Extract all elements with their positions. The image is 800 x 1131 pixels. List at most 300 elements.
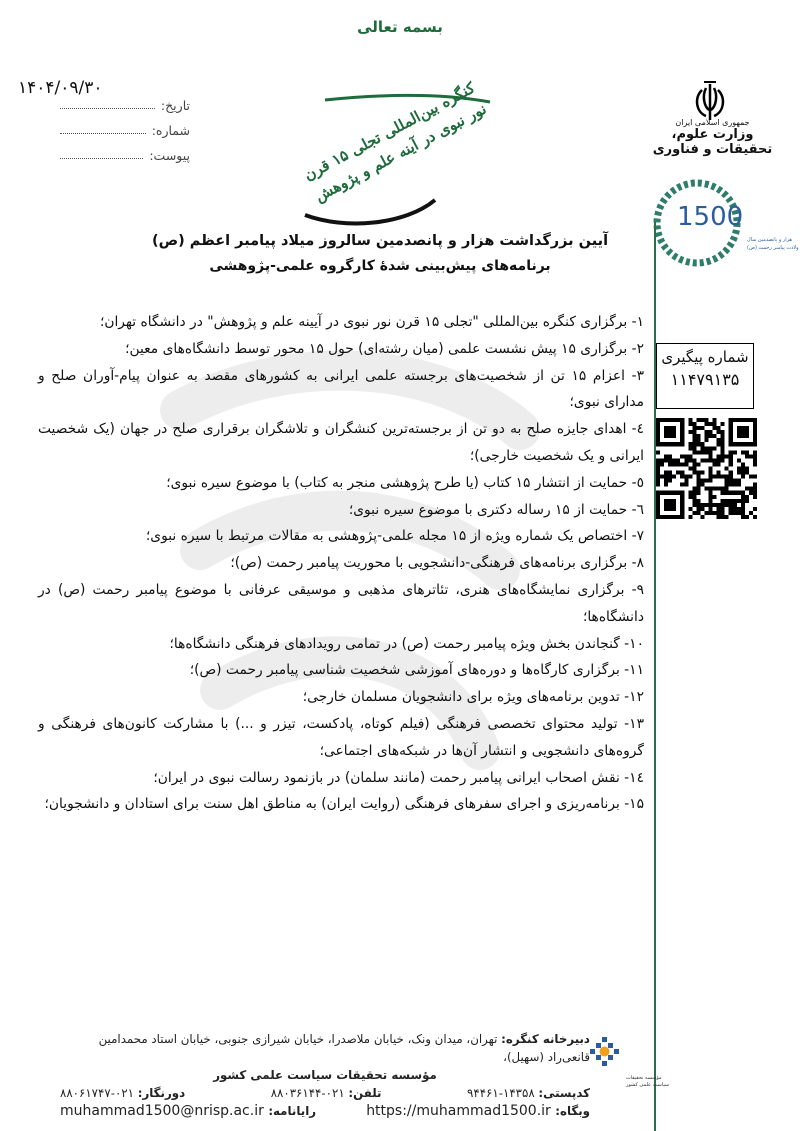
dotted-line (60, 98, 155, 109)
qr-module (688, 515, 692, 519)
attachment-field (60, 148, 190, 163)
qr-module (656, 462, 660, 466)
qr-module (656, 466, 660, 470)
qr-module (733, 503, 737, 507)
qr-module (721, 454, 725, 458)
list-item: ۱۵- برنامه‌ریزی و اجرای سفرهای فرهنگی (روایت ایران) به مناطق اهل سنت برای استادان و دانشجویان؛ (44, 796, 644, 813)
ministry-country: جمهوری اسلامی ایران (675, 118, 750, 127)
tracking-label: شماره پیگیری (661, 348, 749, 366)
1500-anniversary-logo (652, 175, 799, 270)
qr-module (745, 487, 749, 491)
qr-module (700, 483, 704, 487)
qr-module (704, 487, 708, 491)
qr-module (713, 511, 717, 515)
qr-module (721, 446, 725, 450)
qr-module (709, 487, 713, 491)
qr-module (696, 503, 700, 507)
qr-module (733, 450, 737, 454)
qr-module (684, 475, 688, 479)
list-item: ۱۱- برگزاری کارگاه‌ها و دوره‌های آموزشی شخصیت شناسی پیامبر رحمت (ص)؛ (189, 662, 644, 679)
list-item: ٥- حمایت از انتشار ۱۵ کتاب (یا طرح پژوهشی منجر به کتاب) با موضوع سیره نبوی؛ (166, 474, 644, 491)
qr-module (684, 458, 688, 462)
ministry-name: وزارت علوم، تحقیقات و فناوری (652, 127, 773, 157)
qr-module (688, 442, 692, 446)
qr-module (668, 475, 672, 479)
qr-module (696, 438, 700, 442)
institute-name: مؤسسه تحقیقات سیاست علمی کشور (213, 1068, 437, 1082)
qr-module (753, 495, 757, 499)
qr-module (692, 495, 696, 499)
list-item: ٤- اهدای جایزه صلح به دو تن از برجسته‌ترین کنشگران و تلاشگران برقراری صلح در جهان (یک شخصیت ایرانی و یک شخصیت خارجی)؛ (38, 421, 644, 464)
qr-module (737, 471, 741, 475)
qr-module (696, 462, 700, 466)
qr-module (745, 466, 749, 470)
qr-module (745, 499, 749, 503)
qr-module (680, 483, 684, 487)
qr-module (656, 458, 660, 462)
qr-module (709, 507, 713, 511)
qr-module (696, 499, 700, 503)
list-item: ٦- حمایت از ۱۵ رساله دکتری با موضوع سیره نبوی؛ (348, 501, 644, 518)
qr-module (721, 507, 725, 511)
qr-module (717, 511, 721, 515)
qr-module (721, 475, 725, 479)
qr-module (741, 475, 745, 479)
qr-module (692, 503, 696, 507)
qr-module (745, 495, 749, 499)
qr-module (745, 515, 749, 519)
qr-module (704, 450, 708, 454)
qr-module (713, 462, 717, 466)
qr-module (733, 511, 737, 515)
qr-module (700, 450, 704, 454)
qr-module (709, 475, 713, 479)
qr-module (733, 483, 737, 487)
qr-module (688, 458, 692, 462)
qr-module (733, 499, 737, 503)
qr-module (753, 487, 757, 491)
qr-module (704, 434, 708, 438)
qr-module (749, 491, 753, 495)
qr-module (672, 458, 676, 462)
qr-module (688, 475, 692, 479)
qr-module (688, 454, 692, 458)
postal-label: کدپستی: (538, 1086, 590, 1100)
qr-module (717, 462, 721, 466)
qr-module (672, 462, 676, 466)
qr-module (745, 471, 749, 475)
qr-module (729, 462, 733, 466)
qr-module (660, 462, 664, 466)
qr-module (696, 507, 700, 511)
institute-logo (582, 1035, 670, 1090)
qr-module (729, 491, 733, 495)
qr-module (709, 491, 713, 495)
qr-module (753, 491, 757, 495)
qr-module (721, 422, 725, 426)
qr-module (700, 442, 704, 446)
qr-module (721, 499, 725, 503)
website-link[interactable]: https://muhammad1500.ir (366, 1103, 551, 1119)
qr-module (725, 475, 729, 479)
qr-module (684, 462, 688, 466)
address: تهران، میدان ونک، خیابان ملاصدرا، خیابان شیرازی جنوبی، خیابان استاد محمدامین قانعی‌راد (سهیل)، (98, 1032, 590, 1064)
qr-module (692, 471, 696, 475)
qr-module (704, 511, 708, 515)
qr-module (725, 479, 729, 483)
qr-module (749, 475, 753, 479)
qr-module (692, 511, 696, 515)
qr-module (709, 450, 713, 454)
qr-module (713, 446, 717, 450)
svg-text:ولادت پیامبر رحمت (ص): ولادت پیامبر رحمت (ص) (747, 245, 799, 251)
qr-module (721, 438, 725, 442)
qr-module (692, 458, 696, 462)
qr-module (721, 442, 725, 446)
qr-module (709, 499, 713, 503)
qr-module (741, 511, 745, 515)
qr-module (704, 438, 708, 442)
qr-module (700, 418, 704, 422)
qr-module (704, 422, 708, 426)
qr-module (713, 422, 717, 426)
qr-module (684, 483, 688, 487)
qr-module (692, 487, 696, 491)
qr-module (713, 495, 717, 499)
number-field (60, 123, 190, 138)
qr-module (656, 483, 660, 487)
qr-module (709, 471, 713, 475)
qr-module (725, 515, 729, 519)
qr-module (737, 479, 741, 483)
qr-module (668, 458, 672, 462)
qr-module (709, 503, 713, 507)
qr-module (721, 434, 725, 438)
qr-module (696, 418, 700, 422)
qr-module (753, 515, 757, 519)
qr-module (721, 450, 725, 454)
qr-module (741, 499, 745, 503)
qr-module (725, 503, 729, 507)
qr-module (688, 430, 692, 434)
qr-module (660, 458, 664, 462)
email-link[interactable]: muhammad1500@nrisp.ac.ir (60, 1103, 264, 1119)
qr-module (668, 479, 672, 483)
qr-module (692, 491, 696, 495)
qr-module (704, 418, 708, 422)
list-item: ۱- برگزاری کنگره بین‌المللی "تجلی ۱۵ قرن نور نبوی در آیینه علم و پژوهش" در دانشگاه تهران؛ (99, 314, 644, 330)
qr-module (704, 503, 708, 507)
qr-module (692, 499, 696, 503)
qr-module (749, 454, 753, 458)
qr-module (749, 487, 753, 491)
svg-text:مؤسسه تحقیقات: مؤسسه تحقیقات (626, 1075, 662, 1081)
qr-module (741, 515, 745, 519)
qr-module (729, 471, 733, 475)
qr-module (745, 450, 749, 454)
date-value: ۱۴۰۴/۰۹/۳۰ (18, 78, 103, 98)
qr-module (721, 491, 725, 495)
qr-module (696, 450, 700, 454)
qr-module (709, 446, 713, 450)
document-subtitle: برنامه‌های پیش‌بینی شدهٔ کارگروه علمی-پژوهشی (209, 258, 551, 274)
qr-module (713, 475, 717, 479)
qr-module (729, 450, 733, 454)
number-label: شماره: (151, 123, 190, 138)
qr-module (684, 479, 688, 483)
qr-module (696, 487, 700, 491)
qr-module (668, 462, 672, 466)
qr-module (704, 446, 708, 450)
qr-module (713, 487, 717, 491)
qr-module (737, 511, 741, 515)
qr-module (700, 507, 704, 511)
qr-module (741, 491, 745, 495)
qr-module (717, 430, 721, 434)
qr-module (680, 454, 684, 458)
qr-module (676, 458, 680, 462)
qr-module (688, 507, 692, 511)
qr-module (713, 418, 717, 422)
qr-module (692, 438, 696, 442)
qr-module (709, 434, 713, 438)
list-item: ۱۳- تولید محتوای تخصصی فرهنگی (فیلم کوتاه، پادکست، تیزر و ...) با مشارکت کانون‌های فرهنگی و گروه‌های دانشجویی و انتشار آن‌ها در شبکه‌های اجتماعی؛ (38, 715, 644, 759)
qr-module (741, 507, 745, 511)
qr-module (725, 487, 729, 491)
qr-module (725, 483, 729, 487)
qr-module (721, 503, 725, 507)
qr-module (664, 458, 668, 462)
address-label: دبیرخانه کنگره: (501, 1032, 590, 1046)
qr-module (753, 462, 757, 466)
program-list (38, 309, 644, 818)
qr-module (692, 426, 696, 430)
qr-module (656, 475, 660, 479)
qr-module (753, 483, 757, 487)
svg-text:1500: 1500 (677, 202, 744, 232)
qr-module (729, 454, 733, 458)
qr-module (688, 491, 692, 495)
qr-module (737, 507, 741, 511)
list-item: ١٤- نقش اصحاب ایرانی پیامبر رحمت (مانند سلمان) در بازنمود رسالت نبوی در ایران؛ (153, 769, 644, 786)
qr-module (696, 511, 700, 515)
qr-module (729, 458, 733, 462)
qr-module (672, 475, 676, 479)
qr-module (700, 471, 704, 475)
qr-module (717, 475, 721, 479)
qr-module (704, 479, 708, 483)
qr-module (700, 426, 704, 430)
qr-module (709, 422, 713, 426)
qr-module (733, 479, 737, 483)
qr-module (696, 434, 700, 438)
qr-module (725, 454, 729, 458)
qr-module (664, 483, 668, 487)
qr-module (709, 466, 713, 470)
qr-module (717, 515, 721, 519)
qr-module (725, 491, 729, 495)
qr-module (688, 466, 692, 470)
qr-module (721, 515, 725, 519)
qr-module (713, 434, 717, 438)
postal-code: ۱۴۳۵۸-۹۴۴۶۱ (467, 1086, 535, 1100)
qr-module (664, 471, 668, 475)
email-label: رایانامه: (268, 1104, 317, 1118)
qr-module (729, 479, 733, 483)
qr-module (753, 507, 757, 511)
qr-module (704, 458, 708, 462)
qr-module (753, 454, 757, 458)
qr-module (717, 487, 721, 491)
qr-module (717, 454, 721, 458)
date-label: تاریخ: (160, 98, 190, 113)
qr-module (700, 479, 704, 483)
qr-module (709, 495, 713, 499)
date-field (60, 98, 190, 113)
qr-module (729, 507, 733, 511)
qr-finder (664, 499, 676, 511)
qr-module (692, 446, 696, 450)
phone: ۰۲۱-۸۸۰۳۶۱۴۴ (270, 1086, 345, 1100)
qr-module (717, 426, 721, 430)
list-item: ۱۲- تدوین برنامه‌های ویژه برای دانشجویان مسلمان خارجی؛ (302, 689, 644, 706)
qr-module (741, 503, 745, 507)
qr-module (688, 418, 692, 422)
qr-module (700, 458, 704, 462)
qr-module (741, 471, 745, 475)
qr-module (692, 422, 696, 426)
list-item: ۸- برگزاری برنامه‌های فرهنگی-دانشجویی با محوریت پیامبر رحمت (ص)؛ (230, 555, 644, 572)
dotted-line (60, 148, 143, 159)
qr-module (733, 507, 737, 511)
qr-module (656, 450, 660, 454)
qr-module (668, 471, 672, 475)
qr-module (741, 450, 745, 454)
document-title: آیین بزرگداشت هزار و پانصدمین سالروز میلاد پیامبر اعظم (ص) (151, 233, 609, 249)
qr-module (737, 466, 741, 470)
qr-module (729, 511, 733, 515)
footer (60, 1030, 590, 1120)
qr-module (700, 503, 704, 507)
qr-module (680, 471, 684, 475)
qr-module (753, 458, 757, 462)
qr-module (741, 466, 745, 470)
qr-module (660, 475, 664, 479)
qr-module (700, 515, 704, 519)
dotted-line (60, 123, 146, 134)
list-item: ۷- اختصاص یک شماره ویژه از ۱۵ مجله علمی-پژوهشی به مقالات مرتبط با سیره نبوی؛ (145, 528, 644, 545)
qr-module (709, 430, 713, 434)
qr-module (717, 503, 721, 507)
svg-text:هزار و پانصدمین سال: هزار و پانصدمین سال (747, 237, 792, 243)
qr-module (676, 462, 680, 466)
qr-module (725, 499, 729, 503)
qr-module (692, 430, 696, 434)
qr-module (729, 475, 733, 479)
qr-module (721, 511, 725, 515)
list-item: ۲- برگزاری ۱۵ پیش نشست علمی (میان رشته‌ای) حول ۱۵ محور توسط دانشگاه‌های معین؛ (125, 340, 644, 357)
qr-module (717, 458, 721, 462)
qr-module (709, 458, 713, 462)
list-item: ۹- برگزاری نمایشگاه‌های هنری، تئاترهای مذهبی و موسیقی عرفانی با موضوع پیامبر رحمت (ص) در دانشگاه‌ها؛ (38, 581, 644, 625)
qr-module (741, 462, 745, 466)
qr-module (692, 450, 696, 454)
qr-module (737, 499, 741, 503)
qr-module (664, 475, 668, 479)
qr-module (692, 462, 696, 466)
qr-module (688, 446, 692, 450)
qr-module (749, 511, 753, 515)
qr-module (709, 479, 713, 483)
qr-module (680, 475, 684, 479)
website-label: وبگاه: (555, 1104, 590, 1118)
qr-module (741, 495, 745, 499)
tracking-number: ۱۱۴۷۹۱۳۵ (670, 370, 740, 389)
qr-code[interactable] (656, 418, 757, 519)
qr-module (668, 454, 672, 458)
phone-label: تلفن: (348, 1086, 382, 1100)
qr-module (721, 458, 725, 462)
qr-module (713, 426, 717, 430)
qr-module (696, 426, 700, 430)
fax-label: دورنگار: (137, 1086, 186, 1100)
qr-module (709, 454, 713, 458)
qr-module (737, 491, 741, 495)
qr-module (713, 503, 717, 507)
congress-logo-text: کنگره بین‌المللی تجلی ۱۵ قرن نور نبوی در آینه علم و پژوهش (300, 78, 490, 206)
qr-module (696, 479, 700, 483)
qr-module (725, 466, 729, 470)
qr-module (709, 511, 713, 515)
qr-module (704, 430, 708, 434)
qr-module (717, 471, 721, 475)
qr-module (721, 487, 725, 491)
ministry-logo (650, 118, 775, 157)
qr-module (696, 483, 700, 487)
qr-finder (737, 426, 749, 438)
qr-module (692, 466, 696, 470)
qr-module (696, 442, 700, 446)
qr-module (688, 422, 692, 426)
qr-module (688, 495, 692, 499)
qr-module (745, 454, 749, 458)
list-item: ۳- اعزام ۱۵ تن از شخصیت‌های برجسته علمی ایرانی به کشورهای مقصد به عنوان پیام-آوران صلح و مدارای نبوی؛ (38, 367, 644, 411)
qr-module (696, 475, 700, 479)
qr-module (753, 450, 757, 454)
tracking-number-box (656, 343, 754, 409)
qr-module (692, 442, 696, 446)
qr-module (676, 471, 680, 475)
qr-module (729, 503, 733, 507)
qr-module (753, 475, 757, 479)
svg-text:سیاست علمی کشور: سیاست علمی کشور (626, 1082, 670, 1088)
bismillah-heading: بسمه تعالی (357, 18, 443, 36)
qr-module (713, 458, 717, 462)
qr-module (664, 479, 668, 483)
qr-module (680, 462, 684, 466)
qr-module (684, 454, 688, 458)
qr-module (729, 499, 733, 503)
qr-module (692, 434, 696, 438)
qr-module (656, 471, 660, 475)
qr-module (696, 491, 700, 495)
qr-finder (664, 426, 676, 438)
qr-module (737, 483, 741, 487)
qr-module (696, 471, 700, 475)
fax: ۰۲۱-۸۸۰۶۱۷۴۷ (60, 1086, 134, 1100)
qr-module (717, 507, 721, 511)
qr-module (733, 491, 737, 495)
